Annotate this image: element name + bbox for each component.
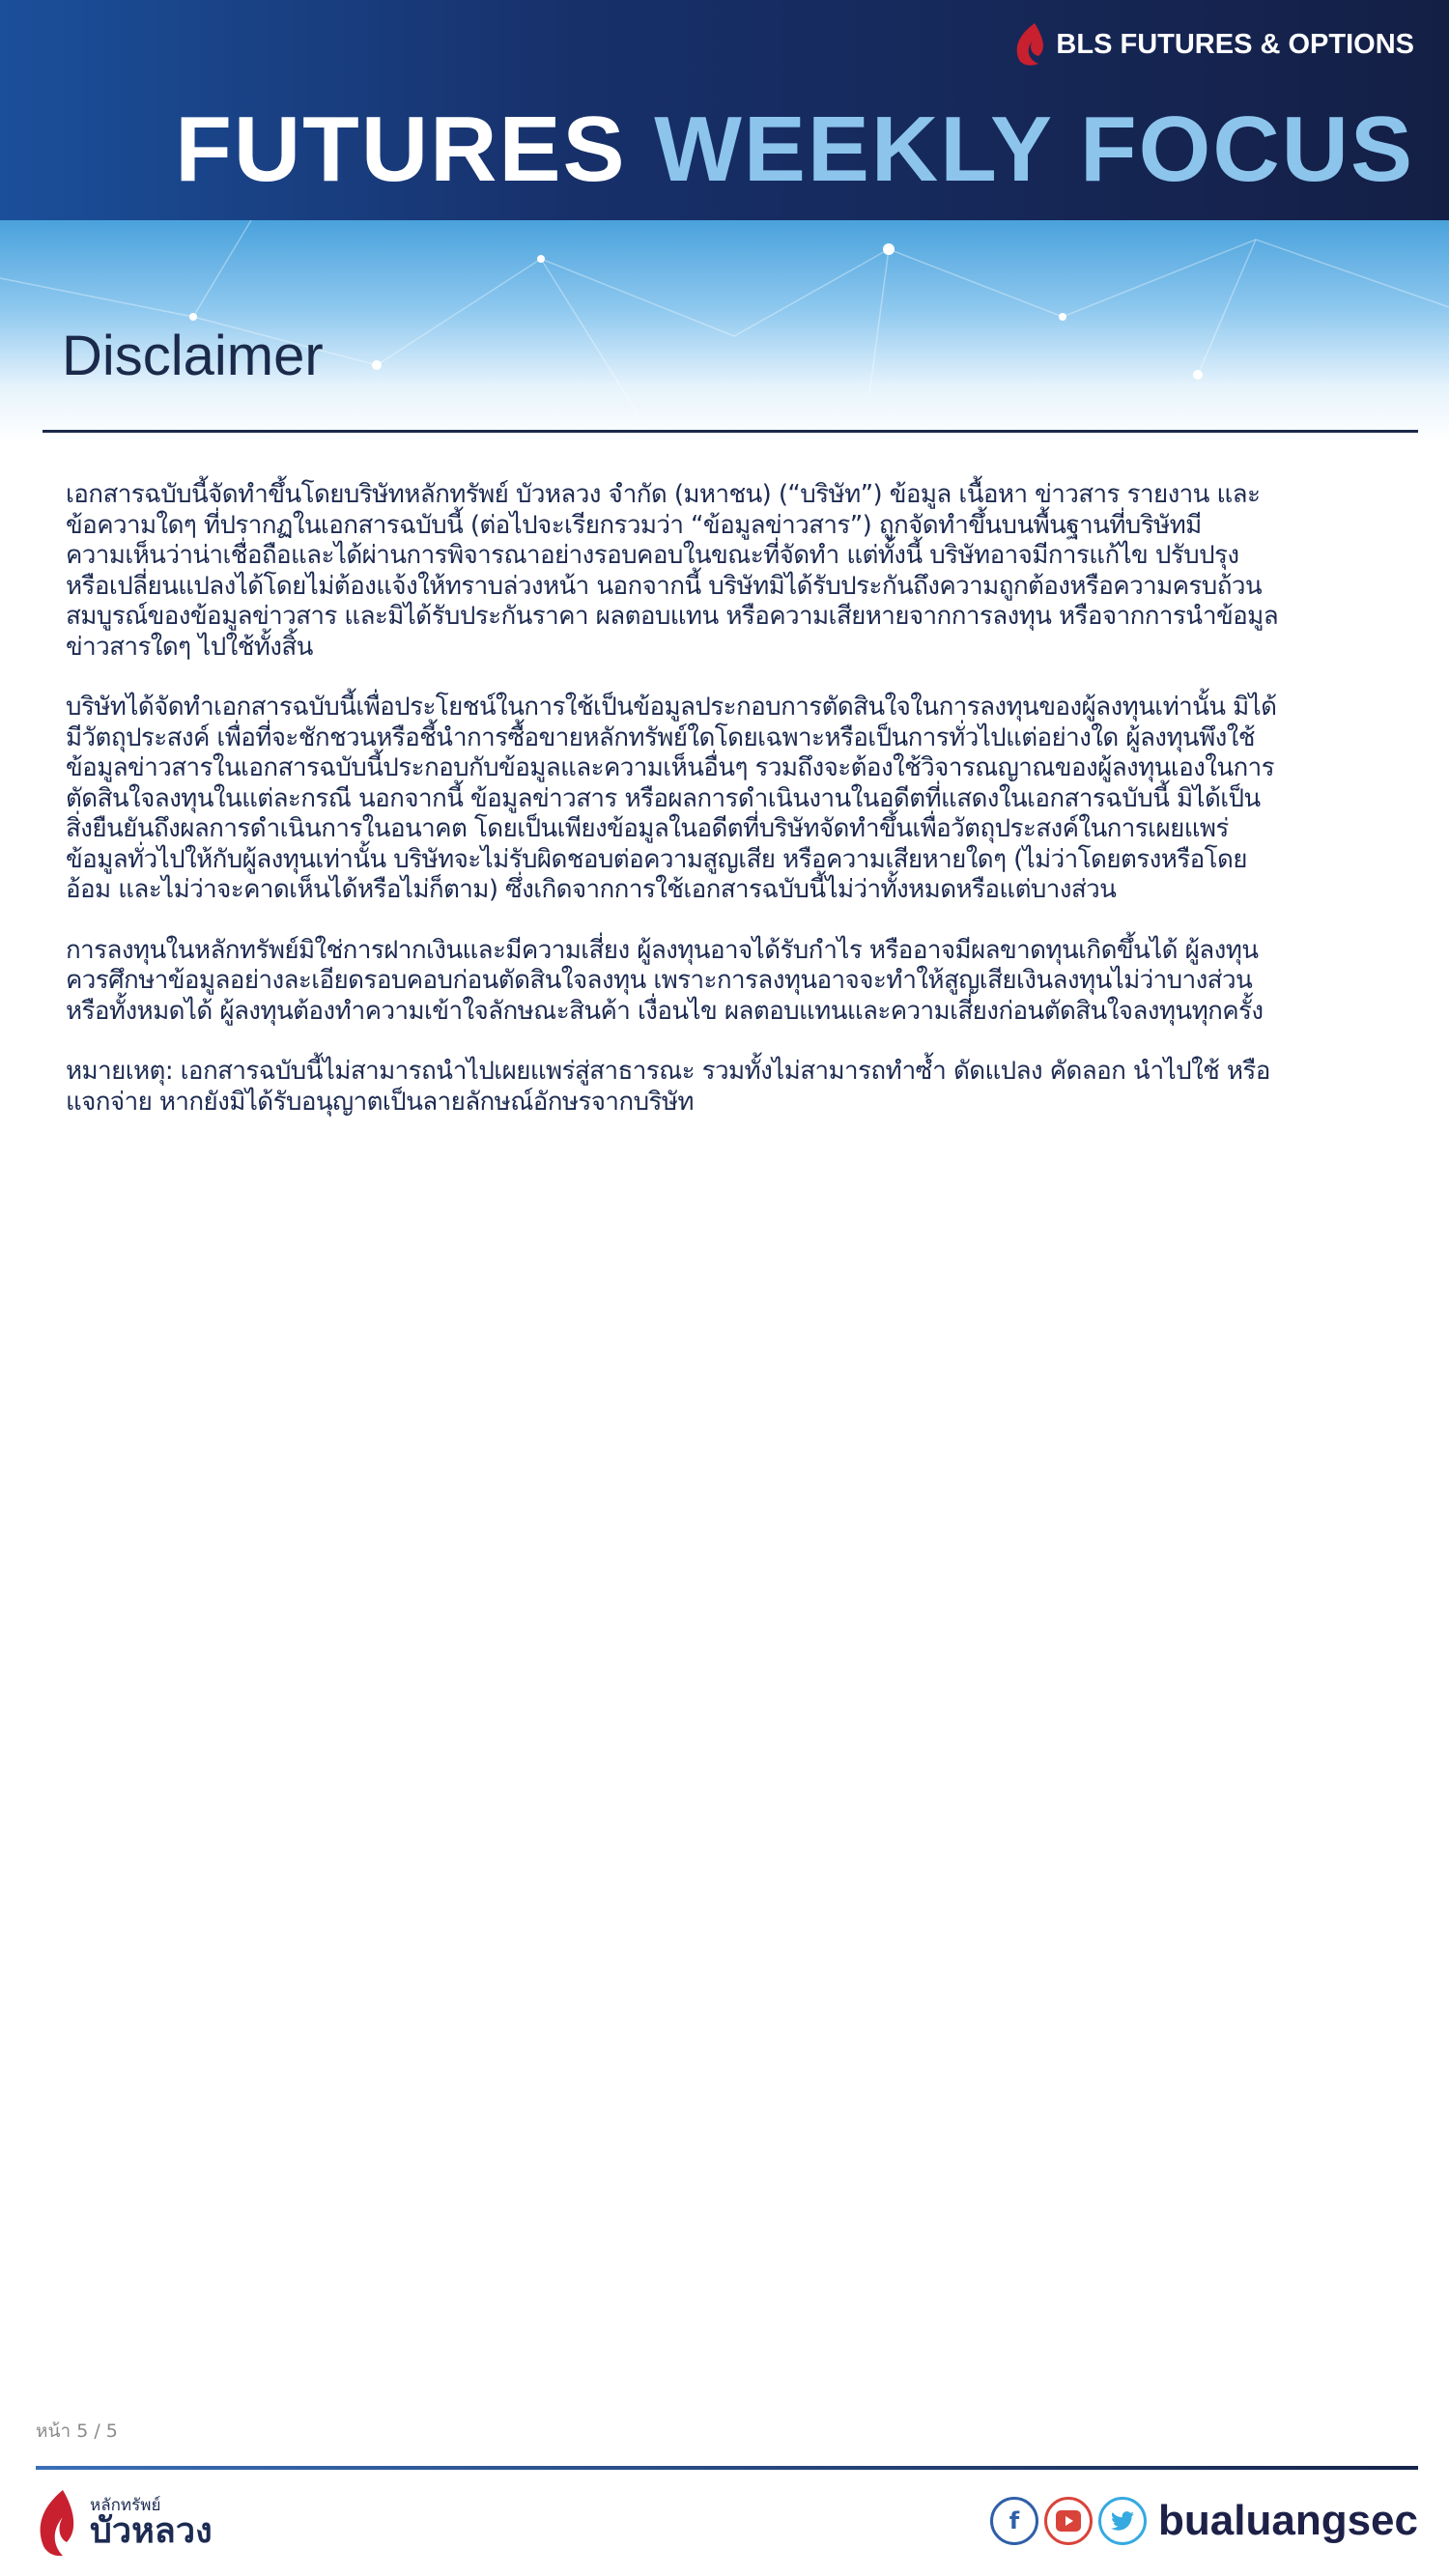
report-title: [175, 97, 1414, 203]
page-number: หน้า 5 / 5: [36, 2420, 118, 2442]
section-heading: Disclaimer: [62, 325, 324, 387]
paragraph-line: ความเห็นว่าน่าเชื่อถือและได้ผ่านการพิจารณาอย่างรอบคอบในขณะที่จัดทำ แต่ทั้งนี้ บริษัทอาจมีการแก้ไข ปรับปรุง: [66, 541, 1239, 570]
disclaimer-paragraph: [66, 480, 1418, 663]
youtube-icon[interactable]: [1044, 2497, 1093, 2545]
brand-prefix: BLS: [1056, 28, 1113, 60]
footer-divider: [36, 2466, 1418, 2470]
paragraph-line: ควรศึกษาข้อมูลอย่างละเอียดรอบคอบก่อนตัดสินใจลงทุน เพราะการลงทุนอาจจะทำให้สูญเสียเงินลงทุนไม่ว่าบางส่วน: [66, 966, 1253, 995]
title-accent: WEEKLY FOCUS: [654, 98, 1414, 201]
paragraph-line: ตัดสินใจลงทุนในแต่ละกรณี นอกจากนี้ ข้อมูลข่าวสาร หรือผลการดำเนินงานในอดีตที่แสดงในเอกสารฉบับนี้ มิได้เป็น: [66, 783, 1261, 813]
bualuang-logo: [34, 2488, 213, 2558]
paragraph-line: หรือเปลี่ยนแปลงได้โดยไม่ต้องแจ้งให้ทราบล่วงหน้า นอกจากนี้ บริษัทมิได้รับประกันถึงความถูกต้องหรือความครบถ้วน: [66, 571, 1263, 601]
disclaimer-paragraph: [66, 693, 1418, 906]
lotus-logo-icon: [1009, 21, 1048, 68]
heading-divider: [43, 430, 1418, 433]
website-handle[interactable]: bualuangsec: [1158, 2497, 1418, 2544]
brand-suffix: FUTURES & OPTIONS: [1120, 28, 1414, 60]
paragraph-line: ข่าวสารใดๆ ไปใช้ทั้งสิ้น: [66, 632, 313, 662]
paragraph-line: แจกจ่าย หากยังมิได้รับอนุญาตเป็นลายลักษณ์อักษรจากบริษัท: [66, 1087, 694, 1117]
social-links: [990, 2497, 1418, 2545]
paragraph-line: สมบูรณ์ของข้อมูลข่าวสาร และมิได้รับประกันราคา ผลตอบแทน หรือความเสียหายจากการลงทุน หรือจากการนำข้อมูล: [66, 602, 1279, 631]
paragraph-line: ข้อความใดๆ ที่ปรากฏในเอกสารฉบับนี้ (ต่อไปจะเรียกรวมว่า “ข้อมูลข่าวสาร”) ถูกจัดทำขึ้นบนพื้นฐานที่บริษัทมี: [66, 510, 1202, 540]
disclaimer-body: [66, 480, 1418, 1147]
logo-small-text: หลักทรัพย์: [90, 2495, 161, 2515]
paragraph-line: ข้อมูลข่าวสารในเอกสารฉบับนี้ประกอบกับข้อมูลและความเห็นอื่นๆ รวมถึงจะต้องใช้วิจารณญาณของผู้ลงทุนเองในการ: [66, 753, 1275, 782]
paragraph-line: ข้อมูลทั่วไปให้กับผู้ลงทุนเท่านั้น บริษัทจะไม่รับผิดชอบต่อความสูญเสีย หรือความเสียหายใดๆ (ไม่ว่าโดยตรงหรือโดย: [66, 844, 1247, 874]
paragraph-line: หมายเหตุ: เอกสารฉบับนี้ไม่สามารถนำไปเผยแพร่สู่สาธารณะ รวมทั้งไม่สามารถทำซ้ำ ดัดแปลง คัดลอก นำไปใช้ หรือ: [66, 1057, 1270, 1086]
paragraph-line: สิ่งยืนยันถึงผลการดำเนินการในอนาคต โดยเป็นเพียงข้อมูลในอดีตที่บริษัทจัดทำขึ้นเพื่อวัตถุประสงค์ในการเผยแพร่: [66, 814, 1229, 843]
paragraph-line: อ้อม และไม่ว่าจะคาดเห็นได้หรือไม่ก็ตาม) ซึ่งเกิดจากการใช้เอกสารฉบับนี้ไม่ว่าทั้งหมดหรือแต่บางส่วน: [66, 875, 1117, 904]
paragraph-line: หรือทั้งหมดได้ ผู้ลงทุนต้องทำความเข้าใจลักษณะสินค้า เงื่อนไข ผลตอบแทนและความเสี่ยงก่อนตัดสินใจลงทุนทุกครั้ง: [66, 996, 1264, 1026]
paragraph-line: มีวัตถุประสงค์ เพื่อที่จะชักชวนหรือชี้นำการซื้อขายหลักทรัพย์ใดโดยเฉพาะหรือเป็นการทั่วไปแต่อย่างใด ผู้ลงทุนพึงใช้: [66, 722, 1255, 752]
lotus-logo-icon: [34, 2488, 84, 2558]
logo-big-text: บัวหลวง: [90, 2510, 213, 2551]
twitter-icon[interactable]: [1098, 2497, 1147, 2545]
paragraph-line: การลงทุนในหลักทรัพย์มิใช่การฝากเงินและมีความเสี่ยง ผู้ลงทุนอาจได้รับกำไร หรืออาจมีผลขาดทุนเกิดขึ้นได้ ผู้ลงทุน: [66, 935, 1259, 965]
title-white: FUTURES: [175, 98, 627, 201]
disclaimer-paragraph: [66, 1057, 1418, 1118]
facebook-icon[interactable]: f: [990, 2497, 1038, 2545]
paragraph-line: เอกสารฉบับนี้จัดทำขึ้นโดยบริษัทหลักทรัพย์ บัวหลวง จำกัด (มหาชน) (“บริษัท”) ข้อมูล เนื้อหา ข่าวสาร รายงาน และ: [66, 480, 1261, 509]
header-bar: [0, 0, 1449, 220]
disclaimer-paragraph: [66, 936, 1418, 1028]
paragraph-line: บริษัทได้จัดทำเอกสารฉบับนี้เพื่อประโยชน์ในการใช้เป็นข้อมูลประกอบการตัดสินใจในการลงทุนของผู้ลงทุนเท่านั้น มิได้: [66, 693, 1277, 722]
bls-brand-logo: [1009, 21, 1414, 68]
